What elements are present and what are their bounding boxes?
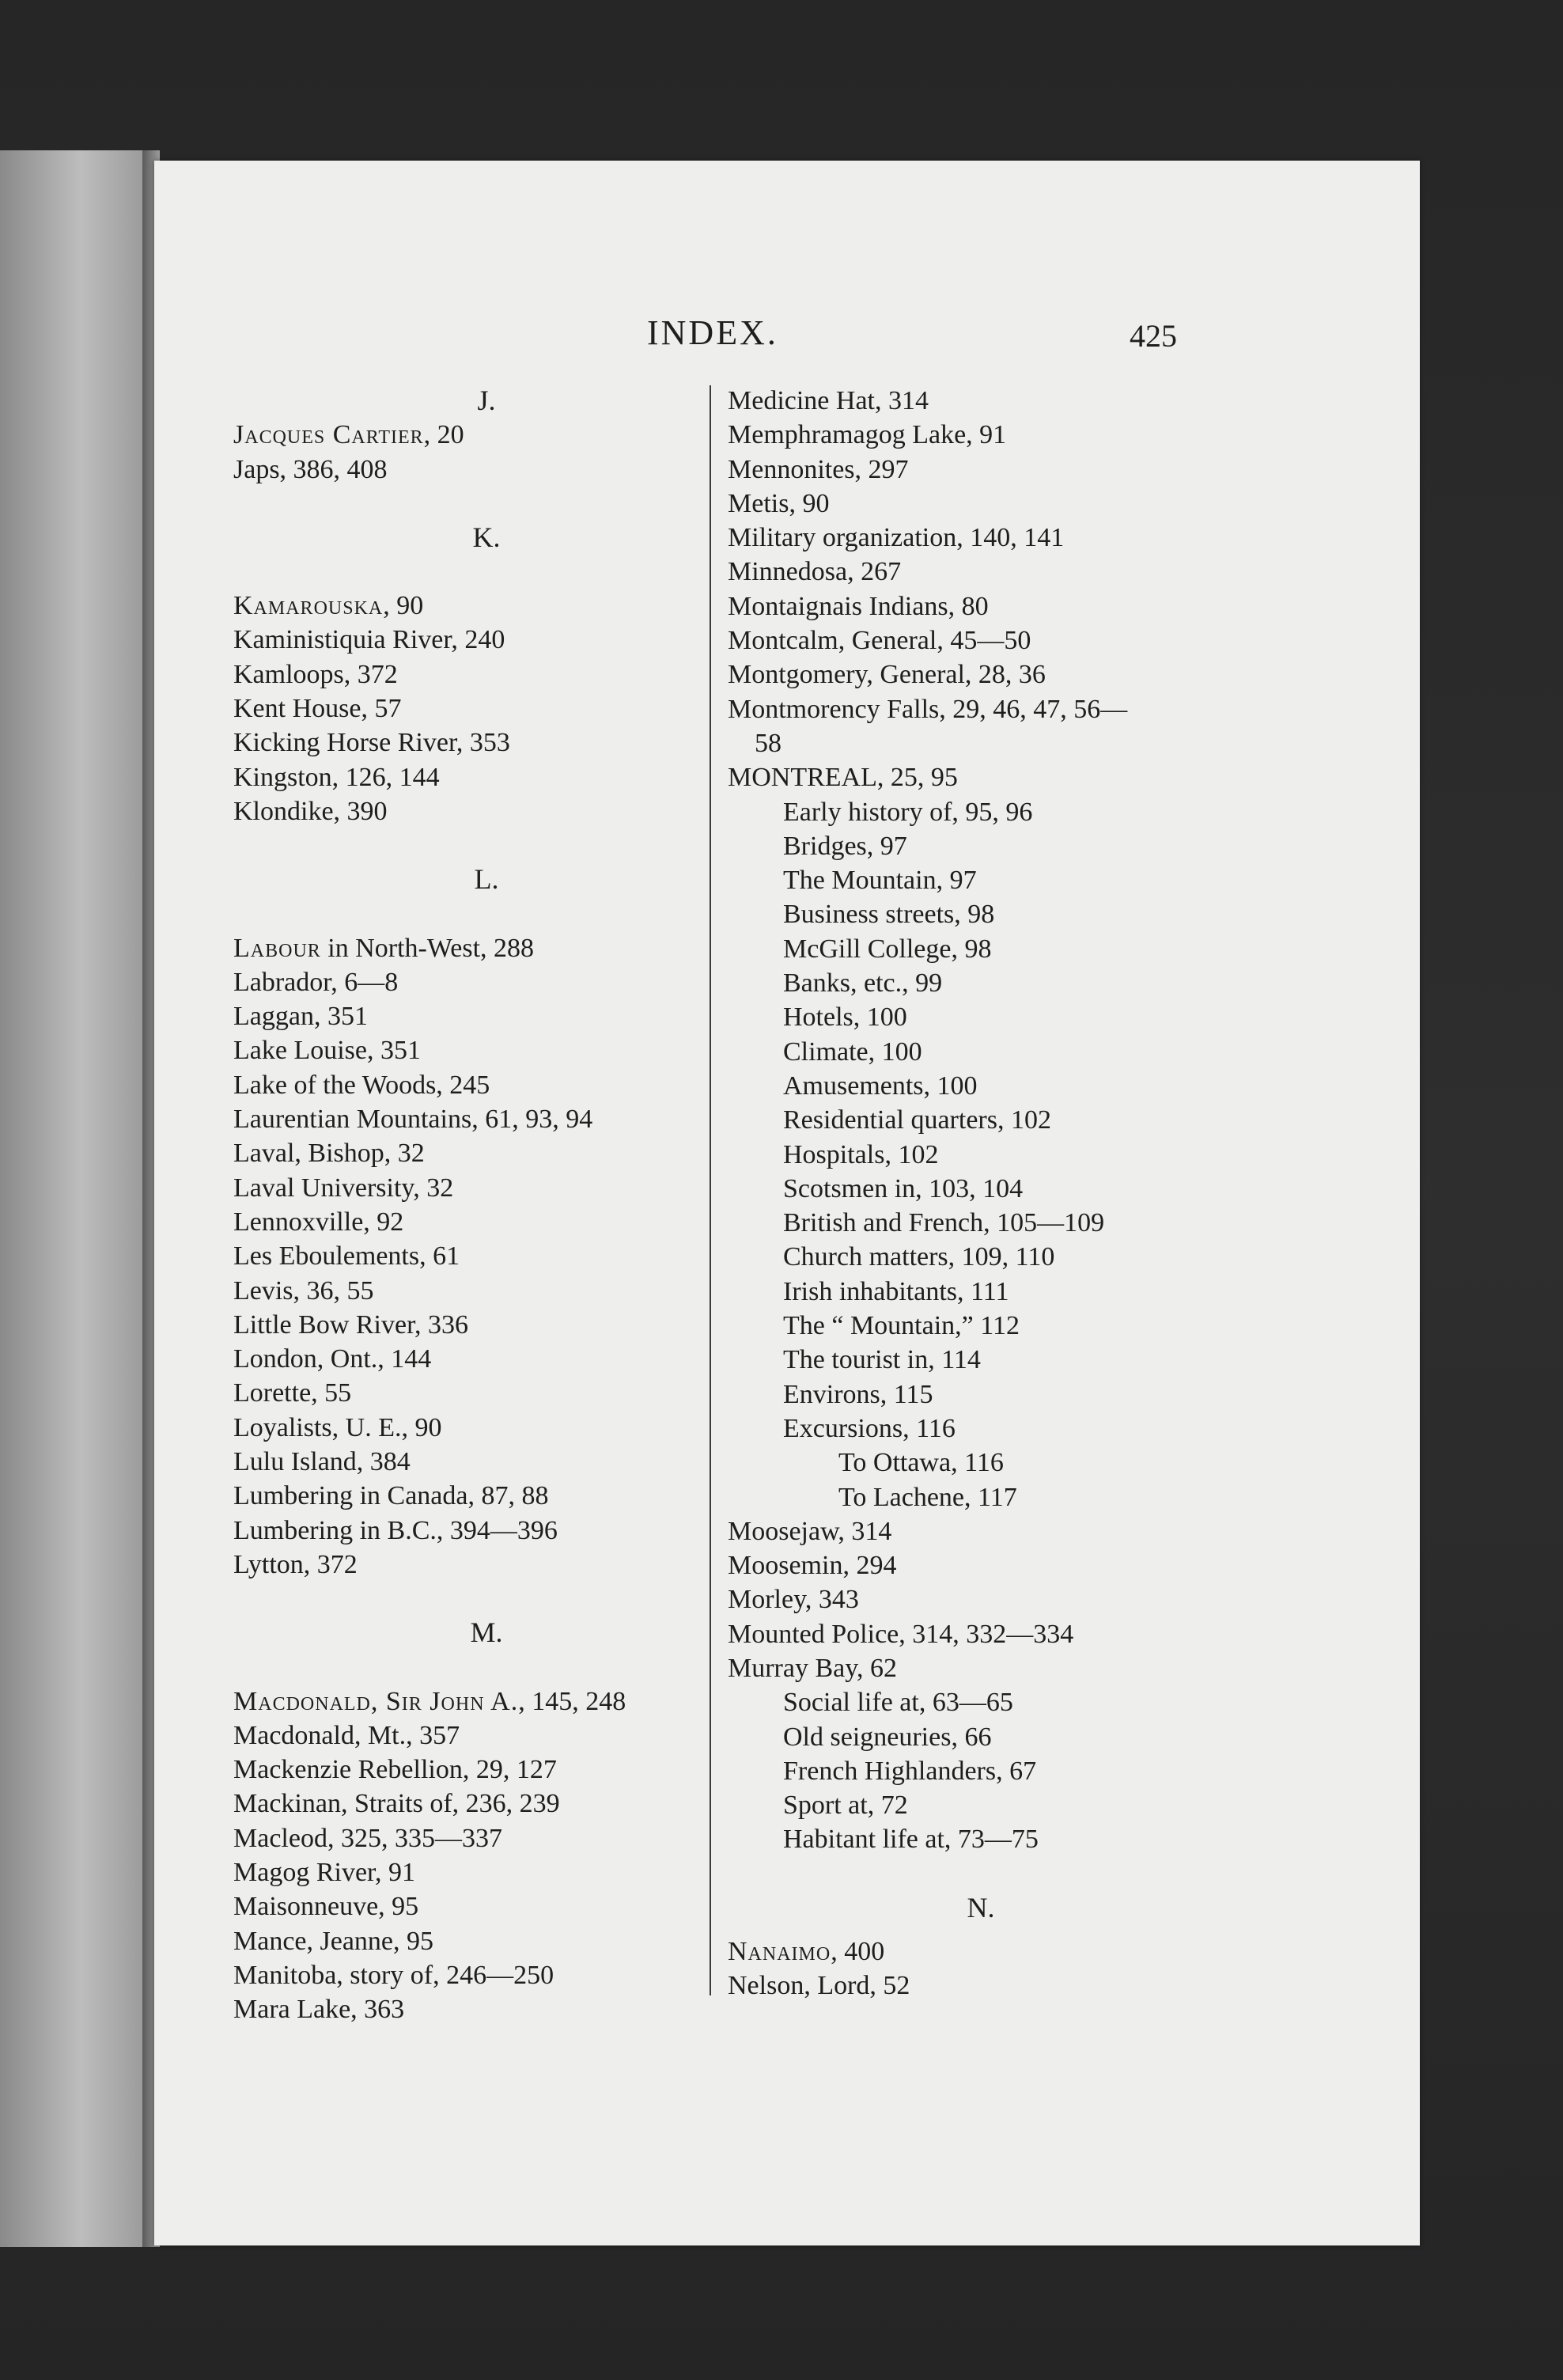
index-subentry: Old seigneuries, 66 [783,1722,992,1752]
index-entry: Magog River, 91 [233,1857,415,1887]
index-entry: Mennonites, 297 [728,454,909,484]
book-page [154,161,1420,2245]
index-entry: Montmorency Falls, 29, 46, 47, 56— [728,694,1128,724]
page-title: INDEX. [647,313,778,352]
index-subentry: To Ottawa, 116 [838,1448,1004,1478]
index-entry: Lake of the Woods, 245 [233,1070,490,1100]
index-entry-head: Labour [233,933,321,963]
index-entry: London, Ont., 144 [233,1344,432,1374]
index-entry-pages: in North-West, 288 [320,933,535,963]
index-entry: Lumbering in B.C., 394—396 [233,1515,558,1545]
index-entry: Levis, 36, 55 [233,1275,374,1306]
index-entry: Little Bow River, 336 [233,1309,469,1340]
index-subentry: Bridges, 97 [783,831,907,861]
index-entry: Lulu Island, 384 [233,1447,411,1477]
index-entry: Manitoba, story of, 246—250 [233,1960,554,1990]
index-entry: Mara Lake, 363 [233,1995,405,2025]
index-entry: Loyalists, U. E., 90 [233,1412,442,1442]
index-entry: Kent House, 57 [233,694,402,724]
index-subentry: Climate, 100 [783,1037,922,1067]
index-entry: Laggan, 351 [233,1002,368,1032]
index-entry: Maisonneuve, 95 [233,1892,419,1922]
index-entry: Morley, 343 [728,1585,859,1615]
index-entry-pages: , 90 [383,591,424,621]
index-entry-pages: , 20 [423,420,464,450]
index-entry-pages: , 145, 248 [518,1686,626,1716]
index-entry: Macleod, 325, 335—337 [233,1823,502,1853]
index-subentry: The “ Mountain,” 112 [783,1311,1020,1341]
section-letter-heading: L. [474,863,499,896]
index-entry: Lytton, 372 [233,1549,358,1579]
index-entry-head: Kamarouska [233,591,384,621]
index-entry: Laurentian Mountains, 61, 93, 94 [233,1105,593,1135]
section-spacer [233,1650,740,1685]
index-entry-head: Nanaimo [728,1937,831,1967]
index-subentry: Early history of, 95, 96 [783,797,1033,827]
index-entry: Kamloops, 372 [233,659,398,689]
index-entry: Labrador, 6—8 [233,967,399,997]
index-subentry: Hospitals, 102 [783,1139,939,1169]
index-subentry: Residential quarters, 102 [783,1105,1051,1135]
section-spacer [233,897,740,931]
section-letter-heading: M. [470,1616,503,1649]
section-spacer [233,828,740,862]
index-entry [728,1935,1234,1969]
index-entry: Mance, Jeanne, 95 [233,1926,434,1956]
index-entry: Murray Bay, 62 [728,1653,898,1683]
index-subentry: British and French, 105—109 [783,1208,1105,1238]
index-subentry: Irish inhabitants, 111 [783,1276,1009,1306]
index-entry-continuation: 58 [755,728,782,758]
index-column-left [233,384,740,2026]
index-entry: Mackinan, Straits of, 236, 239 [233,1789,560,1819]
index-entry: Laval, Bishop, 32 [233,1139,425,1169]
index-subentry: French Highlanders, 67 [783,1756,1037,1786]
index-subentry: The tourist in, 114 [783,1345,981,1375]
index-subentry: To Lachene, 117 [838,1482,1017,1512]
section-spacer [233,1582,740,1616]
index-subentry: McGill College, 98 [783,934,992,964]
index-entry-head: Macdonald, Sir John A. [233,1686,519,1716]
index-entry [233,589,740,623]
page-number: 425 [1130,318,1177,354]
index-entry: MONTREAL, 25, 95 [728,763,958,793]
index-entry: Moosejaw, 314 [728,1516,892,1546]
index-entry: Montcalm, General, 45—50 [728,626,1031,656]
section-letter-heading: J. [477,385,496,416]
index-subentry: The Mountain, 97 [783,866,977,896]
index-column-right [728,384,1234,2003]
index-subentry: Sport at, 72 [783,1791,908,1821]
index-subentry: Habitant life at, 73—75 [783,1825,1039,1855]
index-entry: Mackenzie Rebellion, 29, 127 [233,1755,557,1785]
index-entry: Laval University, 32 [233,1173,454,1203]
index-entry: Montgomery, General, 28, 36 [728,660,1046,690]
section-spacer [728,1857,1234,1891]
index-subentry: Social life at, 63—65 [783,1688,1013,1718]
index-entry-pages: , 400 [831,1937,885,1967]
facing-page-edge [0,150,146,2247]
section-letter-heading: K. [472,521,501,553]
index-entry: Kingston, 126, 144 [233,762,440,792]
index-subentry: Scotsmen in, 103, 104 [783,1173,1024,1203]
index-subentry: Hotels, 100 [783,1002,907,1033]
index-entry: Lorette, 55 [233,1378,352,1408]
section-spacer [728,1925,1234,1935]
index-entry: Moosemin, 294 [728,1551,897,1581]
section-letter-heading: N. [967,1891,995,1923]
index-entry: Memphramagog Lake, 91 [728,420,1007,450]
index-subentry: Business streets, 98 [783,900,995,930]
index-entry [233,418,740,452]
index-entry [233,1685,740,1719]
running-head [154,313,1420,360]
column-divider [710,385,711,1995]
index-entry: Japs, 386, 408 [233,454,388,484]
index-entry: Klondike, 390 [233,796,388,826]
index-entry: Lennoxville, 92 [233,1207,404,1237]
index-entry: Mounted Police, 314, 332—334 [728,1619,1074,1649]
index-entry: Medicine Hat, 314 [728,386,929,415]
index-entry: Kaministiquia River, 240 [233,625,505,655]
index-subentry: Amusements, 100 [783,1071,978,1101]
index-entry: Minnedosa, 267 [728,557,902,587]
index-entry: Military organization, 140, 141 [728,523,1065,553]
index-subentry: Environs, 115 [783,1379,933,1409]
index-entry: Nelson, Lord, 52 [728,1971,910,2001]
section-spacer [233,487,740,521]
index-entry: Metis, 90 [728,488,830,518]
index-entry: Lake Louise, 351 [233,1036,421,1066]
index-entry [233,931,740,965]
section-spacer [233,555,740,589]
index-entry: Les Eboulements, 61 [233,1241,460,1271]
index-subentry: Excursions, 116 [783,1413,956,1443]
index-subentry: Church matters, 109, 110 [783,1242,1055,1272]
index-entry: Montaignais Indians, 80 [728,591,989,621]
index-entry: Lumbering in Canada, 87, 88 [233,1481,549,1511]
index-subentry: Banks, etc., 99 [783,968,943,999]
index-entry-head: Jacques Cartier [233,420,424,450]
index-entry: Kicking Horse River, 353 [233,728,510,758]
index-entry: Macdonald, Mt., 357 [233,1720,460,1750]
